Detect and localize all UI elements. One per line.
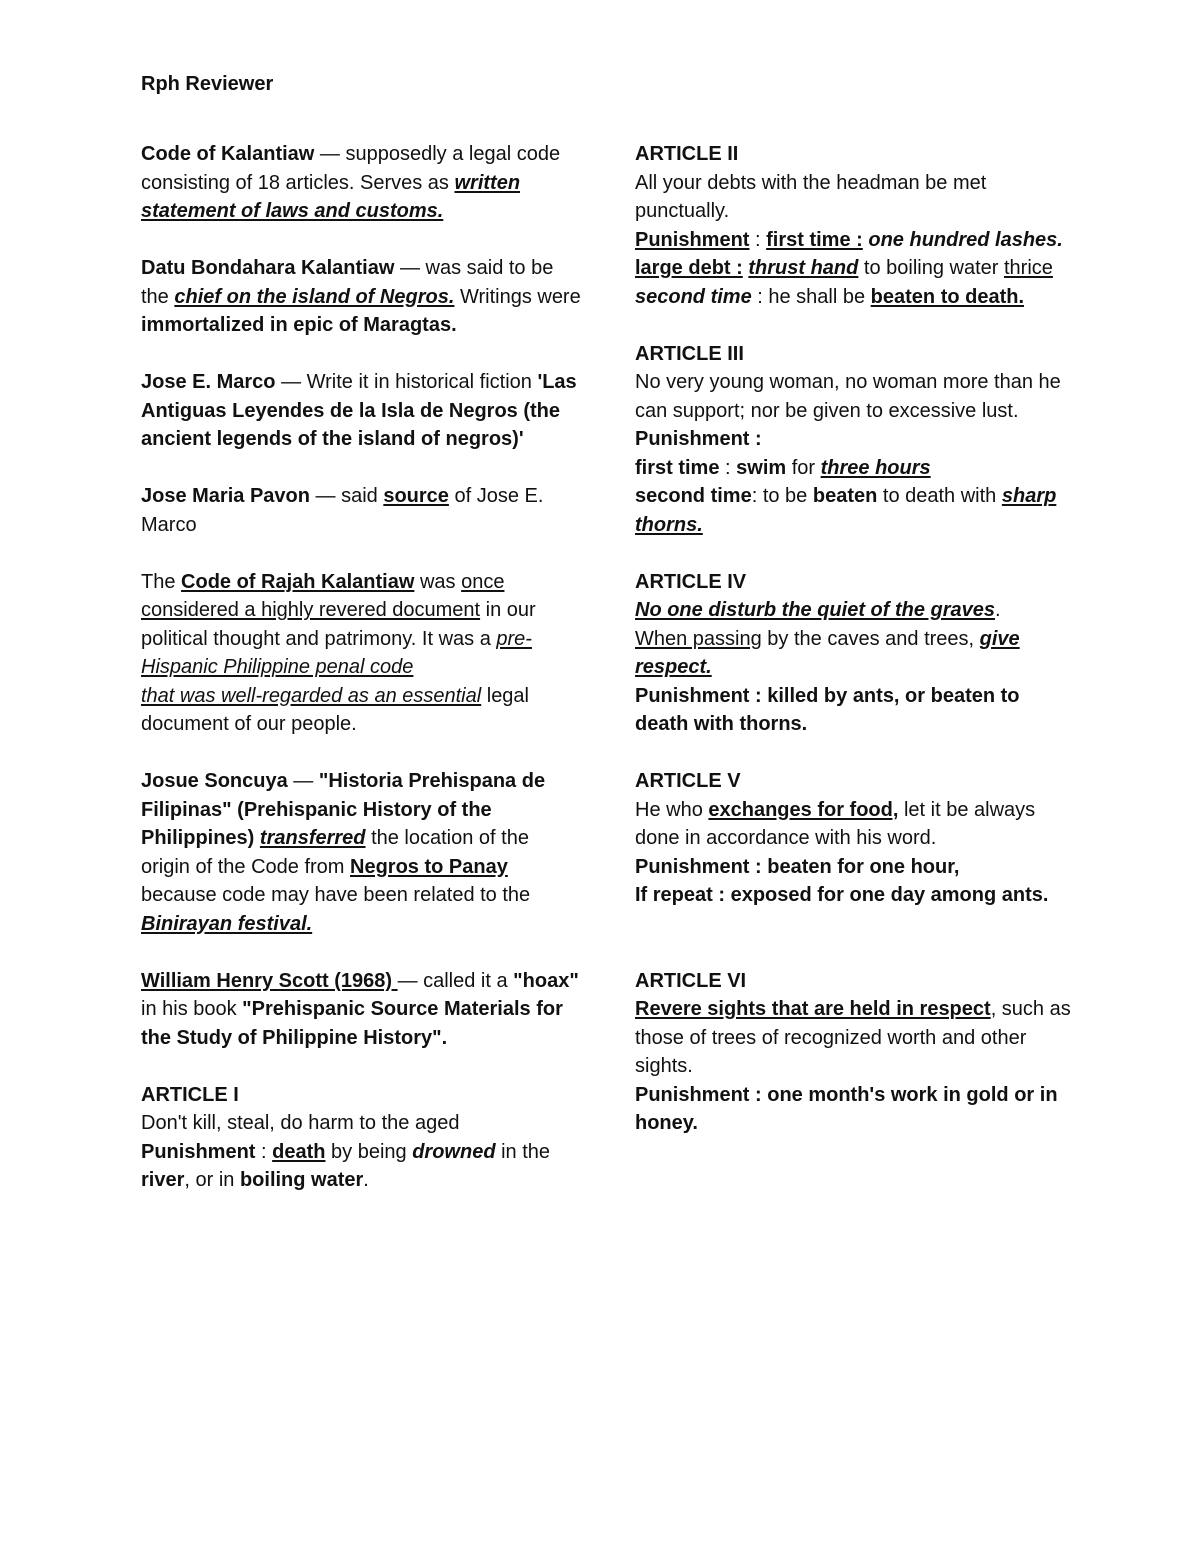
- term: Datu Bondahara Kalantiaw: [141, 257, 395, 279]
- document-title: Rph Reviewer: [141, 73, 274, 95]
- right-column: [635, 140, 1075, 1166]
- left-column: [141, 140, 581, 1223]
- soncuya-entry: Josue Soncuya — "Historia Prehispana de Filipinas" (Prehispanic History of the Philippines) transferred the location of the origin of the Code from Negros to Panay because code may have been related to the Binirayan festival.: [141, 770, 546, 935]
- scott-entry: William Henry Scott (1968) — called it a "hoax" in his book "Prehispanic Source Materials for the Study of Philippine History".: [141, 969, 579, 1049]
- article-heading: ARTICLE VI: [635, 969, 747, 992]
- pavon-entry: Jose Maria Pavon — said source of Jose E. Marco: [141, 485, 544, 536]
- term: Josue Soncuya: [141, 770, 288, 792]
- emphasis: written statement of laws and customs.: [141, 171, 521, 222]
- article-4: ARTICLE IV No one disturb the quiet of the graves. When passing by the caves and trees, give respect. Punishment : killed by ants, or beaten to death with thorns.: [635, 570, 1020, 735]
- kalantiaw-entry: Code of Kalantiaw — supposedly a legal code consisting of 18 articles. Serves as written statement of laws and customs.: [141, 143, 561, 222]
- marco-entry: Jose E. Marco — Write it in historical fiction 'Las Antiguas Leyendes de la Isla de Negros (the ancient legends of the island of negros)': [141, 371, 577, 450]
- term: Jose E. Marco: [141, 371, 276, 393]
- article-1: ARTICLE I Don't kill, steal, do harm to the aged Punishment : death by being drowned in the river, or in boiling water.: [141, 1083, 551, 1191]
- article-2: ARTICLE II All your debts with the headman be met punctually. Punishment : first time : one hundred lashes. large debt : thrust hand to boiling water thrice second time : he shall be beaten to death.: [635, 143, 1063, 308]
- term: Code of Kalantiaw: [141, 143, 315, 165]
- article-5: ARTICLE V He who exchanges for food, let it be always done in accordance with his word. Punishment : beaten for one hour, If repeat : exposed for one day among ants.: [635, 770, 1049, 906]
- article-3: ARTICLE III No very young woman, no woman more than he can support; nor be given to excessive lust. Punishment : first time : swim for three hours second time: to be beaten to death with sharp thorns.: [635, 342, 1061, 536]
- article-heading: ARTICLE IV: [635, 570, 747, 593]
- code-paragraph: The Code of Rajah Kalantiaw was once considered a highly revered document in our political thought and patrimony. It was a pre-Hispanic Philippine penal code that was well-regarded as an essential legal document of our people.: [141, 570, 536, 735]
- article-heading: ARTICLE III: [635, 342, 744, 365]
- datu-entry: Datu Bondahara Kalantiaw — was said to be the chief on the island of Negros. Writings were immortalized in epic of Maragtas.: [141, 257, 581, 336]
- article-heading: ARTICLE V: [635, 770, 741, 792]
- article-heading: ARTICLE I: [141, 1083, 239, 1106]
- term: Jose Maria Pavon: [141, 485, 310, 507]
- article-heading: ARTICLE II: [635, 143, 739, 165]
- article-6: ARTICLE VI Revere sights that are held in respect, such as those of trees of recognized worth and other sights. Punishment : one month's work in gold or in honey.: [635, 969, 1071, 1134]
- emphasis: chief on the island of Negros.: [174, 285, 455, 308]
